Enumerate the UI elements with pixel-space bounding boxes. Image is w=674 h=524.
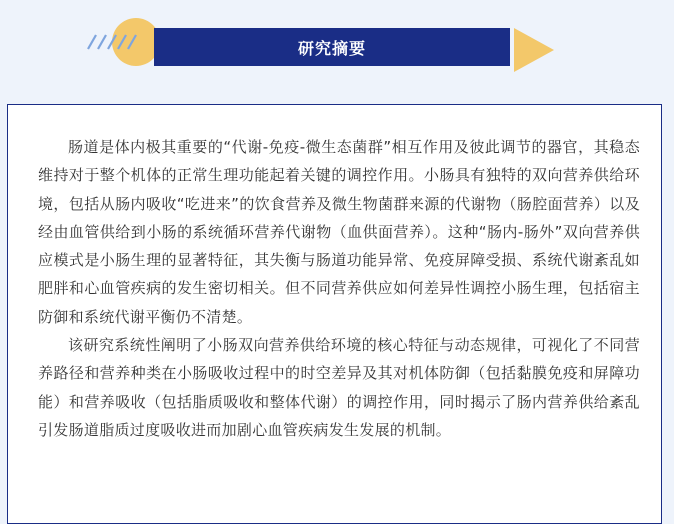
abstract-paragraph-1: 肠道是体内极其重要的“代谢-免疫-微生态菌群”相互作用及彼此调节的器官，其稳态维持对于整个机体的正常生理功能起着关键的调控作用。小肠具有独特的双向营养供给环境，包括从肠内吸收“吃进来”的饮食营养及微生物菌群来源的代谢物（肠腔面营养）以及经由血管供给到小肠的系统循环营养代谢物（血供面营养）。这种“肠内-肠外”双向营养供应模式是小肠生理的显著特征，其失衡与肠道功能异常、免疫屏障受损、系统代谢紊乱如肥胖和心血管疾病的发生密切相关。但不同营养供应如何差异性调控小肠生理，包括宿主防御和系统代谢平衡仍不清楚。 [38, 138, 640, 326]
section-title: 研究摘要 [154, 28, 510, 66]
decorative-triangle [514, 28, 554, 72]
section-header [0, 0, 674, 104]
abstract-content-box [7, 104, 662, 524]
abstract-paragraph-2: 该研究系统性阐明了小肠双向营养供给环境的核心特征与动态规律，可视化了不同营养路径和营养种类在小肠吸收过程中的时空差异及其对机体防御（包括黏膜免疫和屏障功能）和营养吸收（包括脂质吸收和整体代谢）的调控作用，同时揭示了肠内营养供给紊乱引发肠道脂质过度吸收进而加剧心血管疾病发生发展的机制。 [38, 336, 640, 439]
abstract-body [38, 133, 640, 444]
decorative-stripes-icon [86, 34, 146, 50]
